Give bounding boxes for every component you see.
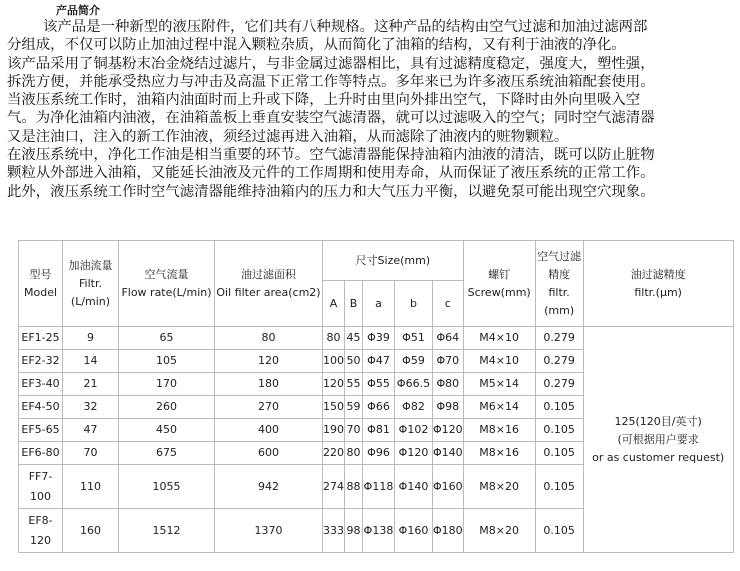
- cell-a: Φ96: [363, 442, 395, 465]
- cell-area: 600: [215, 442, 323, 465]
- cell-area: 180: [215, 373, 323, 396]
- cell-screw: M4×10: [463, 350, 535, 373]
- cell-b: Φ59: [395, 350, 433, 373]
- cell-air-precision: 0.105: [535, 396, 583, 419]
- cell-B: 70: [345, 419, 363, 442]
- header-size-a: a: [363, 281, 395, 327]
- intro-text: [7, 18, 739, 201]
- cell-A: 150: [323, 396, 345, 419]
- paragraph-line: 此外，液压系统工作时空气滤清器能维持油箱内的压力和大气压力平衡，以避免泵可能出现空穴现象。: [7, 183, 655, 200]
- cell-A: 100: [323, 350, 345, 373]
- table-row: [19, 327, 734, 350]
- cell-filling-flow: 9: [63, 327, 119, 350]
- paragraph-line: 分组成，不仅可以防止加油过程中混入颗粒杂质，从而简化了油箱的结构，又有利于油液的净化。: [7, 37, 626, 54]
- cell-filling-flow: 14: [63, 350, 119, 373]
- cell-c: Φ120: [433, 419, 464, 442]
- cell-air-precision: 0.279: [535, 373, 583, 396]
- paragraph-line: 又是注油口，注入的新工作油液，须经过滤再进入油箱，从而滤除了油液内的赃物颗粒。: [7, 128, 569, 145]
- cell-air-flow: 1512: [119, 509, 215, 553]
- cell-c: Φ140: [433, 442, 464, 465]
- cell-filling-flow: 160: [63, 509, 119, 553]
- cell-screw: M8×16: [463, 419, 535, 442]
- paragraph-line: 该产品是一种新型的液压附件，它们共有八种规格。这种产品的结构由空气过滤和加油过滤两部: [43, 19, 648, 35]
- cell-c: Φ70: [433, 350, 464, 373]
- cell-a: Φ118: [363, 465, 395, 509]
- cell-screw: M8×20: [463, 509, 535, 553]
- cell-air-flow: 1055: [119, 465, 215, 509]
- cell-A: 190: [323, 419, 345, 442]
- cell-screw: M6×14: [463, 396, 535, 419]
- cell-area: 270: [215, 396, 323, 419]
- cell-area: 400: [215, 419, 323, 442]
- header-size-A: A: [323, 281, 345, 327]
- cell-air-flow: 65: [119, 327, 215, 350]
- cell-filling-flow: 70: [63, 442, 119, 465]
- cell-A: 120: [323, 373, 345, 396]
- cell-area: 1370: [215, 509, 323, 553]
- cell-air-flow: 105: [119, 350, 215, 373]
- header-size-c: c: [433, 281, 464, 327]
- header-size-b: b: [395, 281, 433, 327]
- header-size-B: B: [345, 281, 363, 327]
- header-model: 型号 Model: [19, 241, 63, 327]
- cell-air-flow: 450: [119, 419, 215, 442]
- cell-air-precision: 0.279: [535, 350, 583, 373]
- cell-A: 333: [323, 509, 345, 553]
- cell-screw: M5×14: [463, 373, 535, 396]
- header-air-flow: 空气流量 Flow rate(L/min): [119, 241, 215, 327]
- cell-A: 220: [323, 442, 345, 465]
- section-heading: 产品简介: [56, 4, 100, 17]
- cell-a: Φ55: [363, 373, 395, 396]
- cell-screw: M4×10: [463, 327, 535, 350]
- cell-air-flow: 170: [119, 373, 215, 396]
- cell-b: Φ102: [395, 419, 433, 442]
- cell-b: Φ120: [395, 442, 433, 465]
- cell-a: Φ66: [363, 396, 395, 419]
- paragraph-line: 气。为净化油箱内油液，在油箱盖板上垂直安装空气滤清器，就可以过滤吸入的空气；同时空气滤清器: [7, 110, 655, 127]
- header-filling-flow: 加油流量 Filtr. (L/min): [63, 241, 119, 327]
- cell-model: FF7-100: [19, 465, 63, 509]
- paragraph-line: 在液压系统中，净化工作油是相当重要的环节。空气滤清器能保持油箱内油液的清洁，既可以防止脏物: [7, 147, 655, 164]
- cell-B: 55: [345, 373, 363, 396]
- cell-B: 59: [345, 396, 363, 419]
- cell-model: EF8-120: [19, 509, 63, 553]
- cell-filling-flow: 110: [63, 465, 119, 509]
- cell-air-precision: 0.105: [535, 509, 583, 553]
- header-oil-filter-area: 油过滤面积 Oil filter area(cm2): [215, 241, 323, 327]
- cell-b: Φ66.5: [395, 373, 433, 396]
- cell-screw: M8×16: [463, 442, 535, 465]
- cell-A: 274: [323, 465, 345, 509]
- cell-air-precision: 0.105: [535, 442, 583, 465]
- header-size: 尺寸Size(mm): [323, 241, 464, 281]
- cell-B: 88: [345, 465, 363, 509]
- cell-filling-flow: 47: [63, 419, 119, 442]
- cell-b: Φ160: [395, 509, 433, 553]
- cell-model: EF4-50: [19, 396, 63, 419]
- cell-b: Φ51: [395, 327, 433, 350]
- cell-c: Φ98: [433, 396, 464, 419]
- header-oil-filter-precision: 油过滤精度 filtr.(μm): [583, 241, 733, 327]
- cell-b: Φ140: [395, 465, 433, 509]
- cell-filling-flow: 21: [63, 373, 119, 396]
- cell-air-flow: 675: [119, 442, 215, 465]
- paragraph-line: 当液压系统工作时，油箱内油面时而上升或下降，上升时由里向外排出空气，下降时由外向里吸入空: [7, 92, 641, 109]
- cell-B: 98: [345, 509, 363, 553]
- cell-a: Φ47: [363, 350, 395, 373]
- paragraph-line: 颗粒从外部进入油箱，又能延长油液及元件的工作周期和使用寿命，从而保证了液压系统的正常工作。: [7, 165, 655, 182]
- header-screw: 螺钉 Screw(mm): [463, 241, 535, 327]
- cell-model: EF2-32: [19, 350, 63, 373]
- cell-air-precision: 0.105: [535, 419, 583, 442]
- paragraph-line: 拆洗方便，并能承受热应力与冲击及高温下正常工作等特点。多年来已为许多液压系统油箱配套使用。: [7, 73, 655, 90]
- cell-area: 80: [215, 327, 323, 350]
- cell-c: Φ64: [433, 327, 464, 350]
- cell-area: 120: [215, 350, 323, 373]
- cell-model: EF3-40: [19, 373, 63, 396]
- cell-a: Φ81: [363, 419, 395, 442]
- cell-B: 80: [345, 442, 363, 465]
- cell-oil-precision: 125(120目/英寸) (可根据用户要求 or as customer request): [583, 327, 733, 553]
- cell-B: 45: [345, 327, 363, 350]
- spec-table: [18, 240, 734, 553]
- cell-a: Φ39: [363, 327, 395, 350]
- paragraph-line: 该产品采用了铜基粉末冶金烧结过滤片，与非金属过滤器相比，具有过滤精度稳定，强度大，塑性强，: [7, 55, 655, 72]
- cell-air-precision: 0.105: [535, 465, 583, 509]
- cell-model: EF5-65: [19, 419, 63, 442]
- cell-air-flow: 260: [119, 396, 215, 419]
- cell-model: EF1-25: [19, 327, 63, 350]
- cell-c: Φ180: [433, 509, 464, 553]
- cell-screw: M8×20: [463, 465, 535, 509]
- cell-A: 80: [323, 327, 345, 350]
- cell-b: Φ82: [395, 396, 433, 419]
- cell-B: 50: [345, 350, 363, 373]
- cell-a: Φ138: [363, 509, 395, 553]
- cell-model: EF6-80: [19, 442, 63, 465]
- header-air-filter-precision: 空气过滤 精度 filtr. (mm): [535, 241, 583, 327]
- cell-c: Φ160: [433, 465, 464, 509]
- cell-area: 942: [215, 465, 323, 509]
- cell-air-precision: 0.279: [535, 327, 583, 350]
- cell-c: Φ80: [433, 373, 464, 396]
- cell-filling-flow: 32: [63, 396, 119, 419]
